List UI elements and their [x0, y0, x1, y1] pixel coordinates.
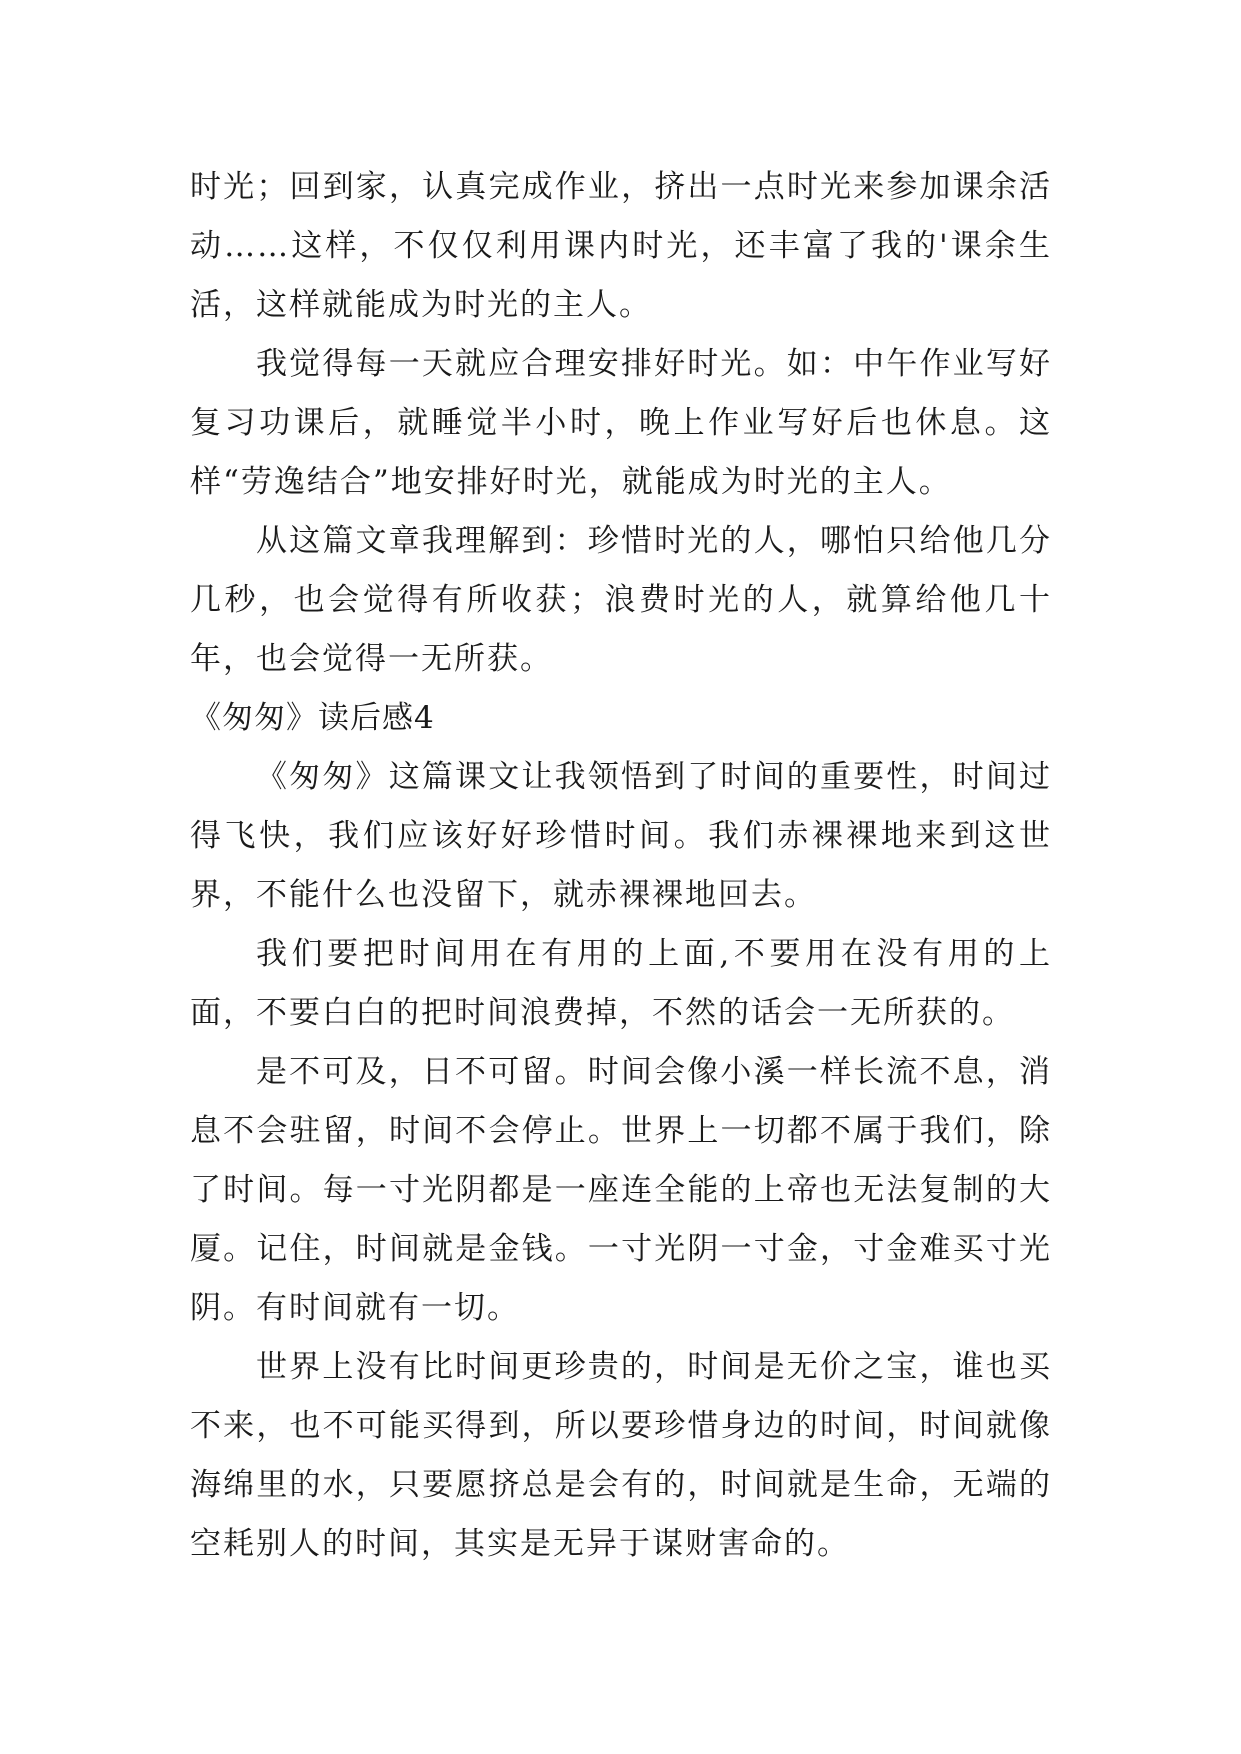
- document-body: [190, 158, 1052, 1574]
- paragraph: 《匆匆》这篇课文让我领悟到了时间的重要性，时间过得飞快，我们应该好好珍惜时间。我们赤裸裸地来到这世界，不能什么也没留下，就赤裸裸地回去。: [190, 759, 1052, 913]
- paragraph-continued: 时光；回到家，认真完成作业，挤出一点时光来参加课余活动……这样，不仅仅利用课内时光，还丰富了我的'课余生活，这样就能成为时光的主人。: [190, 169, 1052, 323]
- paragraph: 从这篇文章我理解到：珍惜时光的人，哪怕只给他几分几秒，也会觉得有所收获；浪费时光的人，就算给他几十年，也会觉得一无所获。: [190, 523, 1052, 677]
- paragraph: 我觉得每一天就应合理安排好时光。如：中午作业写好复习功课后，就睡觉半小时，晚上作业写好后也休息。这样“劳逸结合”地安排好时光，就能成为时光的主人。: [190, 346, 1052, 500]
- section-title: 《匆匆》读后感4: [190, 700, 435, 736]
- paragraph: 世界上没有比时间更珍贵的，时间是无价之宝，谁也买不来，也不可能买得到，所以要珍惜身边的时间，时间就像海绵里的水，只要愿挤总是会有的，时间就是生命，无端的空耗别人的时间，其实是无异于谋财害命的。: [190, 1349, 1052, 1562]
- paragraph: 我们要把时间用在有用的上面,不要用在没有用的上面，不要白白的把时间浪费掉，不然的话会一无所获的。: [190, 936, 1052, 1031]
- paragraph: 是不可及，日不可留。时间会像小溪一样长流不息，消息不会驻留，时间不会停止。世界上一切都不属于我们，除了时间。每一寸光阴都是一座连全能的上帝也无法复制的大厦。记住，时间就是金钱。一寸光阴一寸金，寸金难买寸光阴。有时间就有一切。: [190, 1054, 1052, 1326]
